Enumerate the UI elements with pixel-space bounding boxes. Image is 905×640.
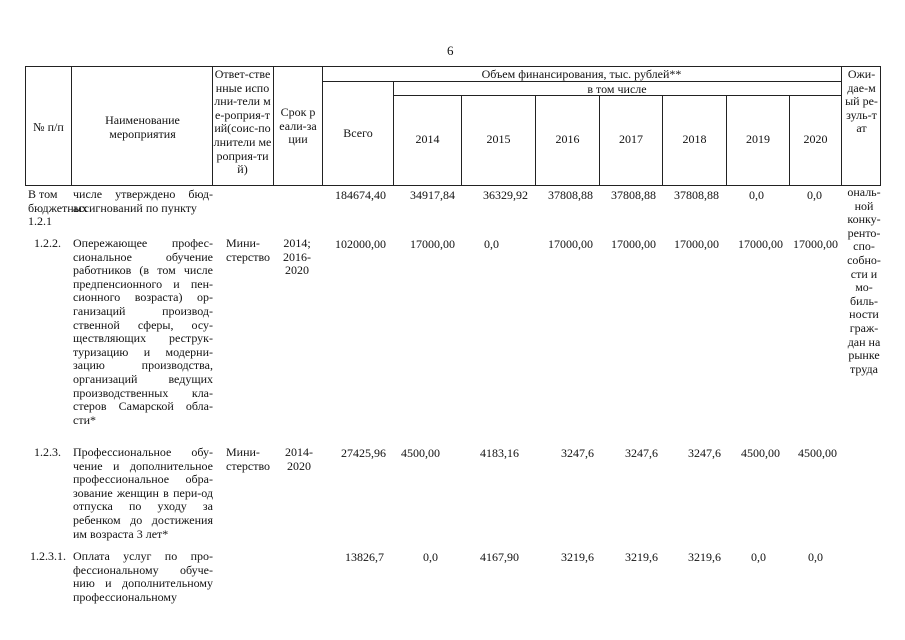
header-year-2017: 2017 xyxy=(619,132,643,146)
row1-name: числе утверждено бюд-ассигнований по пункту xyxy=(73,187,213,215)
row3-2015: 4183,16 xyxy=(480,446,519,460)
row1-2016: 37808,88 xyxy=(548,188,593,202)
row4-2016: 3219,6 xyxy=(561,550,594,564)
header-year-2020: 2020 xyxy=(803,132,828,146)
row2-2017: 17000,00 xyxy=(611,237,656,251)
row3-total: 27425,96 xyxy=(341,446,386,460)
row1-2017: 37808,88 xyxy=(611,188,656,202)
row4-name: Оплата услуг по про-фессиональному обуче-нию и дополнительному профессиональному xyxy=(73,549,213,604)
row2-2016: 17000,00 xyxy=(548,237,593,251)
result-line: рынке xyxy=(848,348,880,363)
header-col-total: Всего xyxy=(343,126,373,140)
row1-num-text: В том бюджетных xyxy=(28,187,88,215)
header-col-including: в том числе xyxy=(587,82,647,96)
row3-name: Профессиональное обу-чение и дополнительное профессиональное обра-зование женщин в пери-од отпуска по уходу за ребенком до достижения им возраста 3 лет* xyxy=(73,445,213,541)
row3-2018: 3247,6 xyxy=(688,446,721,460)
header-year-2019: 2019 xyxy=(746,132,770,146)
row4-number: 1.2.3.1. xyxy=(30,549,66,563)
result-line: ной xyxy=(854,198,874,213)
result-line: дан на xyxy=(847,334,881,349)
header-col-term: Срок реали-зации xyxy=(279,105,317,147)
row4-2014: 0,0 xyxy=(423,550,438,564)
header-col-name: Наименование мероприятия xyxy=(105,113,180,141)
result-line: спо- xyxy=(853,239,875,254)
row4-2019: 0,0 xyxy=(751,550,766,564)
row3-2017: 3247,6 xyxy=(625,446,658,460)
result-line: ональ- xyxy=(847,185,881,199)
header-year-2018: 2018 xyxy=(682,132,707,146)
row4-total: 13826,7 xyxy=(345,550,384,564)
row3-responsible: Мини-стерство xyxy=(226,445,271,473)
result-line: сти и xyxy=(850,266,878,281)
row1-2018: 37808,88 xyxy=(674,188,719,202)
header-col-funding: Объем финансирования, тыс. рублей** xyxy=(481,67,682,81)
row2-total: 102000,00 xyxy=(335,237,386,251)
row2-name: Опережающее профес-сиональное обучение работников (в том числе предпенсионного и пен-сионного возраста) ор-ганизаций производ-ственной сферы, осу-ществляющих реструк-туризацию и модерни-зацию производства, организаций ведущих производственных кла-стеров Самарской обла-сти* xyxy=(73,236,213,427)
row3-number: 1.2.3. xyxy=(34,445,61,459)
result-line: биль- xyxy=(850,293,878,308)
row2-responsible: Мини-стерство xyxy=(226,236,271,264)
result-text xyxy=(844,186,884,376)
result-line: граж- xyxy=(849,320,879,335)
row3-term: 2014-2020 xyxy=(285,445,313,473)
row3-2016: 3247,6 xyxy=(561,446,594,460)
row4-2017: 3219,6 xyxy=(625,550,658,564)
row1-2014: 34917,84 xyxy=(410,188,455,202)
result-line: конку- xyxy=(847,212,881,227)
row4-2018: 3219,6 xyxy=(688,550,721,564)
result-line: собно- xyxy=(847,252,881,267)
row2-2014: 17000,00 xyxy=(410,237,455,251)
row1-number xyxy=(28,187,88,229)
result-line: ренто- xyxy=(847,225,881,240)
result-line: труда xyxy=(850,361,878,376)
header-col-number: № п/п xyxy=(33,120,64,134)
header-year-2015: 2015 xyxy=(486,132,511,146)
header-year-2014: 2014 xyxy=(415,132,440,146)
row1-total: 184674,40 xyxy=(335,188,386,202)
row3-2020: 4500,00 xyxy=(798,446,837,460)
header-year-2016: 2016 xyxy=(555,132,580,146)
row2-2019: 17000,00 xyxy=(738,237,783,251)
row3-2019: 4500,00 xyxy=(741,446,780,460)
row2-2020: 17000,00 xyxy=(793,237,838,251)
row4-2020: 0,0 xyxy=(808,550,823,564)
row1-num-extra: 1.2.1 xyxy=(28,214,52,229)
row2-2018: 17000,00 xyxy=(674,237,719,251)
header-col-result: Ожи-дае-мый ре-зуль-тат xyxy=(845,67,878,136)
result-line: ности xyxy=(849,307,879,322)
row2-number: 1.2.2. xyxy=(34,236,61,250)
row1-2015: 36329,92 xyxy=(483,188,528,202)
row1-2019: 0,0 xyxy=(749,188,764,202)
header-col-responsible: Ответ-ственные исполни-тели ме-роприя-тий(соис-полнители мероприя-тий) xyxy=(213,67,272,177)
row2-term: 2014; 2016-2020 xyxy=(283,236,311,278)
row2-2015: 0,0 xyxy=(484,237,499,251)
row1-2020: 0,0 xyxy=(807,188,822,202)
result-line: мо- xyxy=(855,280,873,295)
row4-2015: 4167,90 xyxy=(480,550,519,564)
row3-2014: 4500,00 xyxy=(401,446,440,460)
page-number: 6 xyxy=(447,43,454,58)
